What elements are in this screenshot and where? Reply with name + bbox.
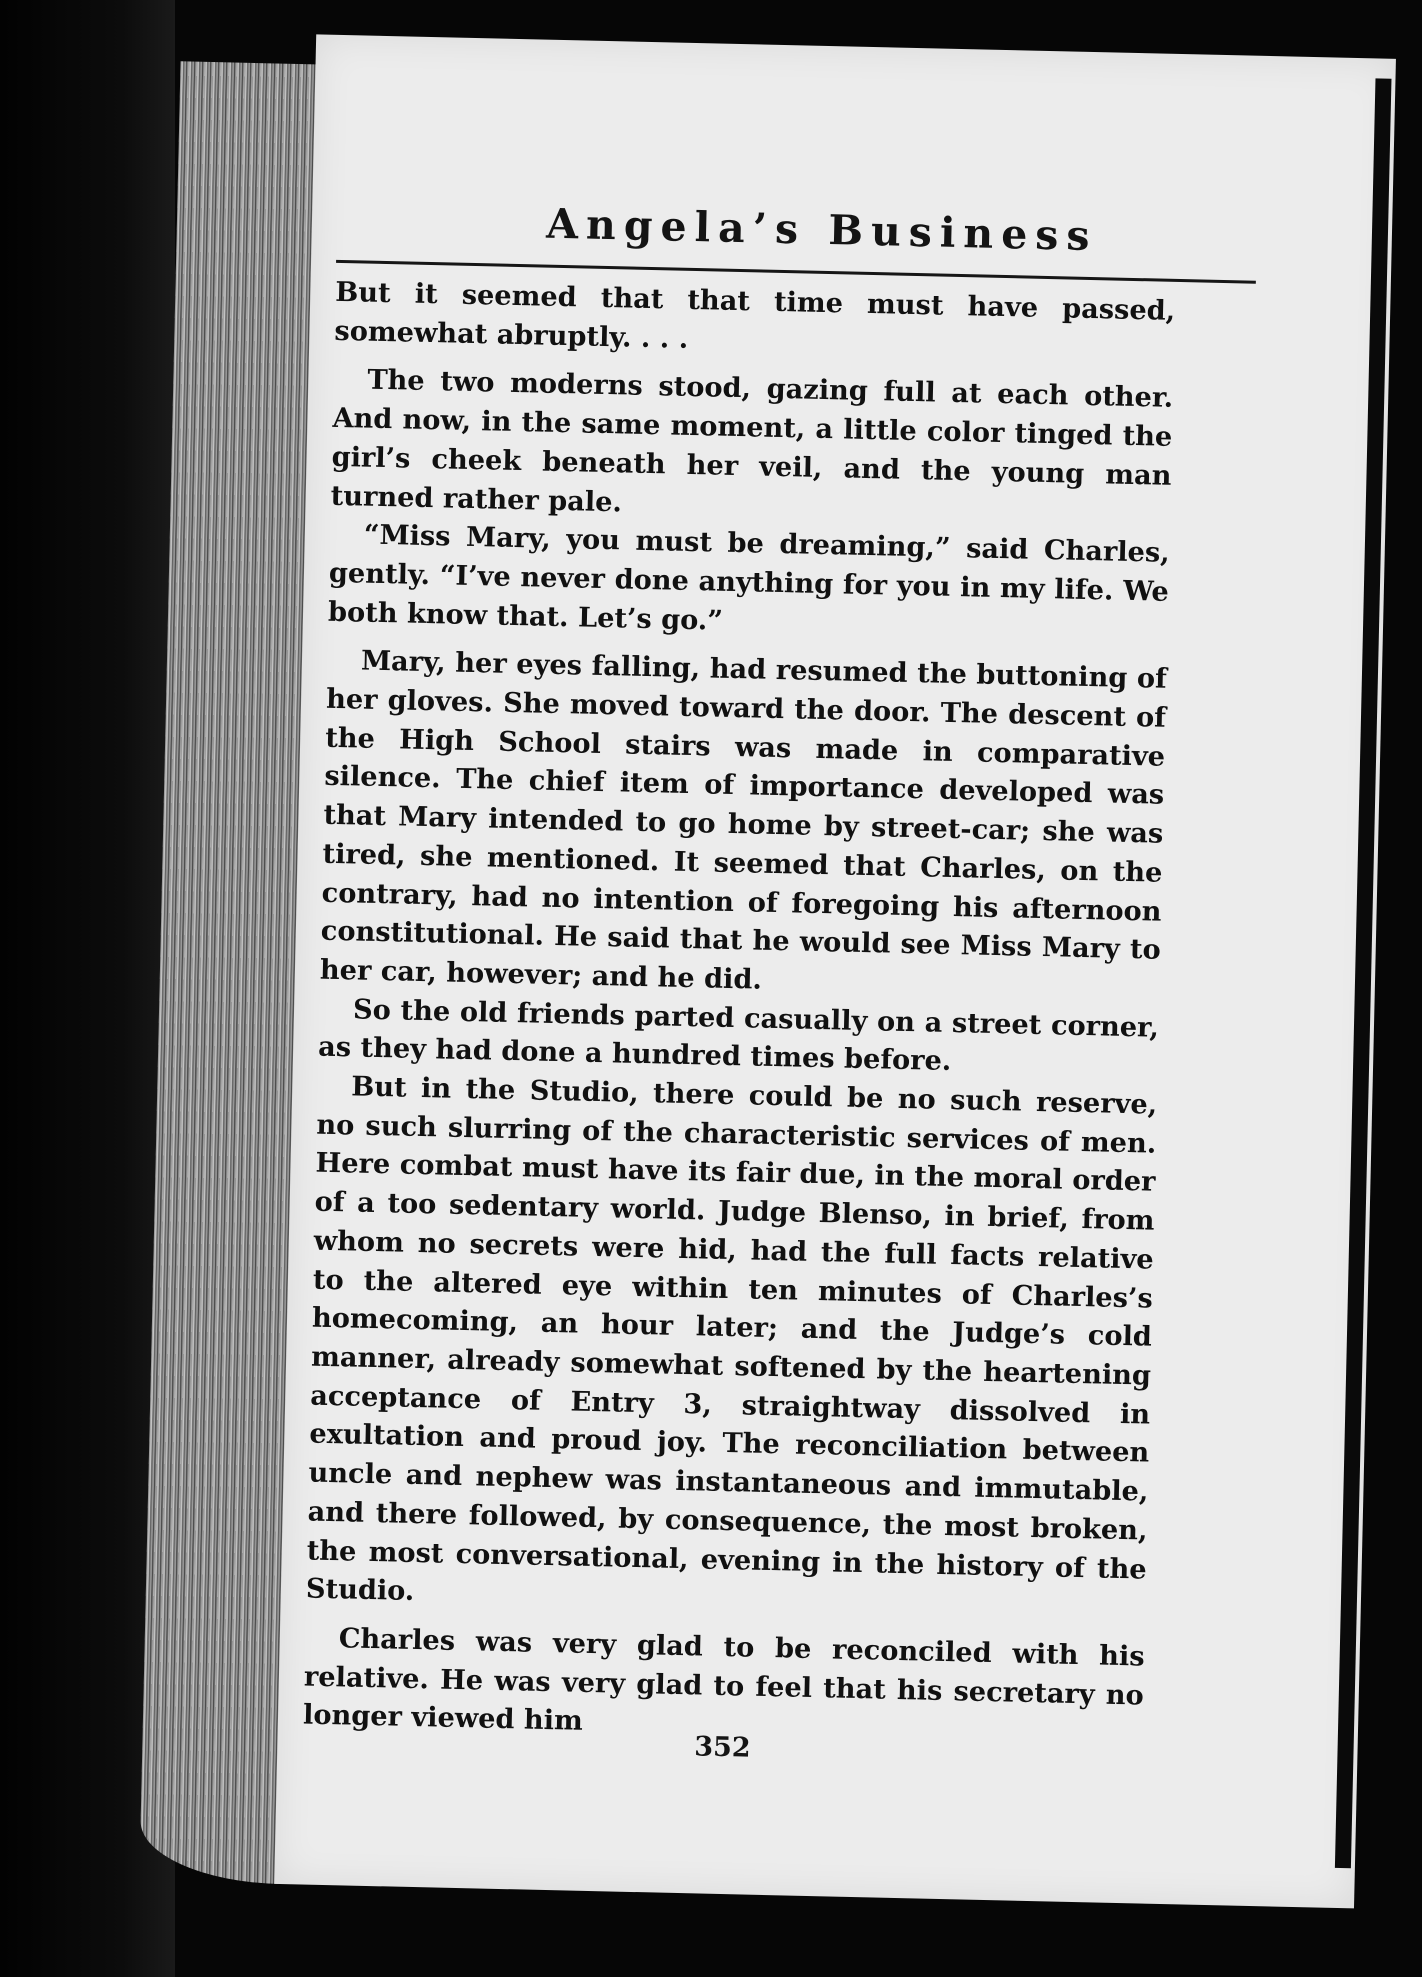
paragraph: But in the Studio, there could be no such reserve, no such slurring of the characteristic services of men. Here combat must have its fair due, in the moral order of a too sedentary world. Judge Blenso, in brief, from whom no secrets were hid, had the full facts relative to the altered eye within ten minutes of Charles’s homecoming, an hour later; and the Judge’s cold manner, already somewhat softened by the heartening acceptance of Entry 3, straightway dissolved in exultation and proud joy. The reconciliation between uncle and nephew was instantaneous and immutable, and there followed, by consequence, the most broken, the most conversational, evening in the history of the Studio.: [305, 1070, 1158, 1608]
body-text: [303, 273, 1176, 1754]
running-head: Angela’s Business: [545, 199, 1099, 261]
page-number: 352: [693, 1731, 751, 1764]
book-page: [139, 31, 1411, 1918]
paragraph: “Miss Mary, you must be dreaming,” said Charles, gently. “I’ve never done anything for you in my life. We both know that. Let’s go.”: [327, 518, 1171, 637]
paragraph: But it seemed that that time must have passed, somewhat abruptly. . . .: [334, 275, 1176, 355]
paragraph: Charles was very glad to be reconciled with his relative. He was very glad to feel that his secretary no longer viewed him: [302, 1622, 1145, 1738]
paragraph: The two moderns stood, gazing full at each other. And now, in the same moment, a little color tinged the girl’s cheek beneath her veil, and the young man turned rather pale.: [330, 364, 1174, 518]
paragraph: So the old friends parted casually on a street corner, as they had done a hundred times before.: [317, 993, 1160, 1078]
paragraph: Mary, her eyes falling, had resumed the buttoning of her gloves. She moved toward the door. The descent of the High School stairs was made in comparative silence. The chief item of importance developed was that Mary intended to go home by street-car; she was tired, she mentioned. It seemed that Charles, on the contrary, had no intention of foregoing his afternoon constitutional. He said that he would see Miss Mary to her car, however; and he did.: [319, 644, 1168, 996]
